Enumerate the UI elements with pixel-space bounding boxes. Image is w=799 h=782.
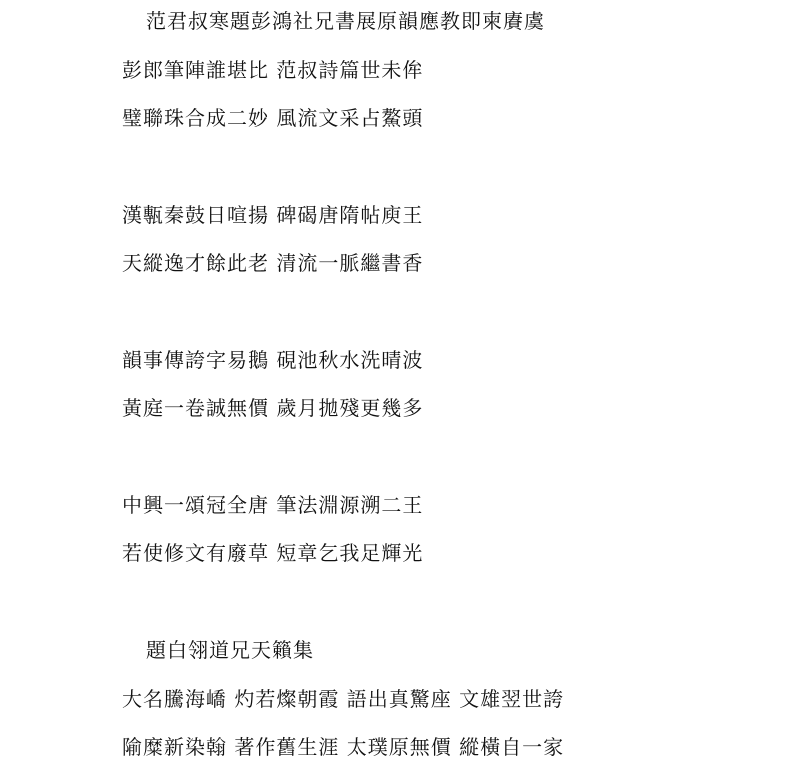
poem-line: 彭郎筆陣誰堪比 范叔詩篇世未侔 bbox=[122, 58, 424, 82]
poem-line: 韻事傳誇字易鵝 硯池秋水洗晴波 bbox=[122, 348, 424, 372]
poem-line: 漢甎秦鼓日喧揚 碑碣唐隋帖庾王 bbox=[122, 203, 424, 227]
poem-line: 若使修文有廢草 短章乞我足輝光 bbox=[122, 541, 424, 565]
poem-line: 中興一頌冠全唐 筆法淵源溯二王 bbox=[122, 493, 424, 517]
poem-line: 天縱逸才餘此老 清流一脈繼書香 bbox=[122, 251, 424, 275]
poem-line: 大名騰海嶠 灼若燦朝霞 語出真驚座 文雄翌世誇 bbox=[122, 687, 565, 711]
poem-line: 黃庭一卷誠無價 歲月拋殘更幾多 bbox=[122, 396, 424, 420]
poem-line: 隃糜新染翰 著作舊生涯 太璞原無價 縱橫自一家 bbox=[122, 735, 565, 759]
poem-title: 題白翎道兄天籟集 bbox=[146, 638, 314, 662]
poem-title: 范君叔寒題彭鴻社兄書展原韻應教即柬賡虞 bbox=[146, 9, 545, 33]
poem-line: 璧聯珠合成二妙 風流文采占鰲頭 bbox=[122, 106, 424, 130]
